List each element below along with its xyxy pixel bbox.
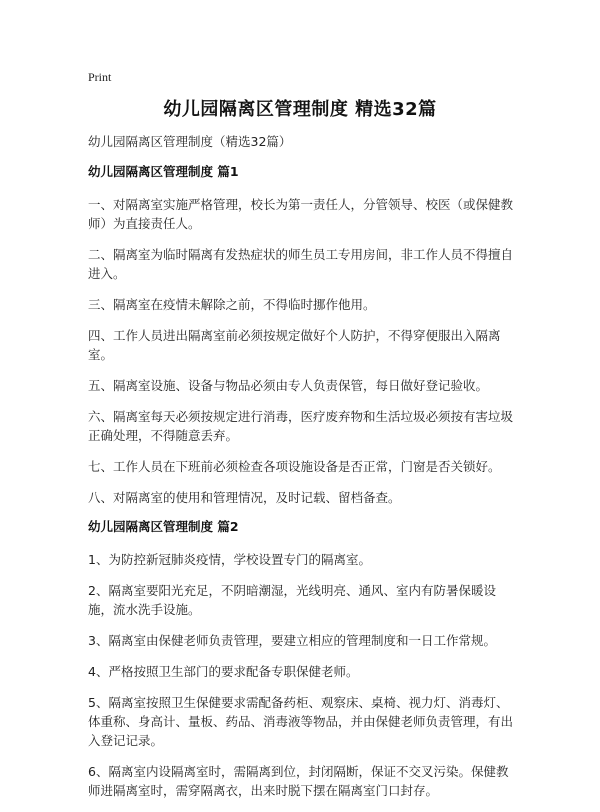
page-subtitle: 幼儿园隔离区管理制度（精选32篇） xyxy=(88,134,292,149)
page-title: 幼儿园隔离区管理制度 精选32篇 xyxy=(163,99,437,120)
paragraph: 3、隔离室由保健老师负责管理，要建立相应的管理制度和一日工作常规。 xyxy=(88,633,496,648)
section-1 xyxy=(88,164,520,507)
paragraph: 二、隔离室为临时隔离有发热症状的师生员工专用房间，非工作人员不得擅自进入。 xyxy=(88,247,514,281)
paragraph: 一、对隔离室实施严格管理，校长为第一责任人，分管领导、校医（或保健教师）为直接责任人。 xyxy=(88,197,514,231)
paragraph: 五、隔离室设施、设备与物品必须由专人负责保管，每日做好登记验收。 xyxy=(88,378,489,393)
paragraph: 4、严格按照卫生部门的要求配备专职保健老师。 xyxy=(88,664,359,679)
paragraph: 七、工作人员在下班前必须检查各项设施设备是否正常，门窗是否关锁好。 xyxy=(88,459,501,474)
section-heading: 幼儿园隔离区管理制度 篇1 xyxy=(88,164,239,179)
section-2 xyxy=(88,519,520,800)
document-body xyxy=(88,164,520,812)
print-label: Print xyxy=(88,70,112,84)
paragraph: 三、隔离室在疫情未解除之前，不得临时挪作他用。 xyxy=(88,297,376,312)
paragraph: 八、对隔离室的使用和管理情况，及时记载、留档备查。 xyxy=(88,490,401,505)
paragraph: 5、隔离室按照卫生保健要求需配备药柜、观察床、桌椅、视力灯、消毒灯、体重称、身高计、量板、药品、消毒液等物品，并由保健老师负责管理，有出入登记记录。 xyxy=(88,695,514,748)
paragraph: 6、隔离室内设隔离室时，需隔离到位，封闭隔断，保证不交叉污染。保健教师进隔离室时，需穿隔离衣，出来时脱下摆在隔离室门口封存。 xyxy=(88,764,509,798)
section-heading: 幼儿园隔离区管理制度 篇2 xyxy=(88,519,239,534)
paragraph: 四、工作人员进出隔离室前必须按规定做好个人防护，不得穿便服出入隔离室。 xyxy=(88,328,501,362)
paragraph: 2、隔离室要阳光充足，不阴暗潮湿，光线明亮、通风、室内有防暑保暖设施，流水洗手设施。 xyxy=(88,583,496,617)
paragraph: 1、为防控新冠肺炎疫情，学校设置专门的隔离室。 xyxy=(88,552,371,567)
paragraph: 六、隔离室每天必须按规定进行消毒，医疗废弃物和生活垃圾必须按有害垃圾正确处理，不得随意丢弃。 xyxy=(88,409,514,443)
